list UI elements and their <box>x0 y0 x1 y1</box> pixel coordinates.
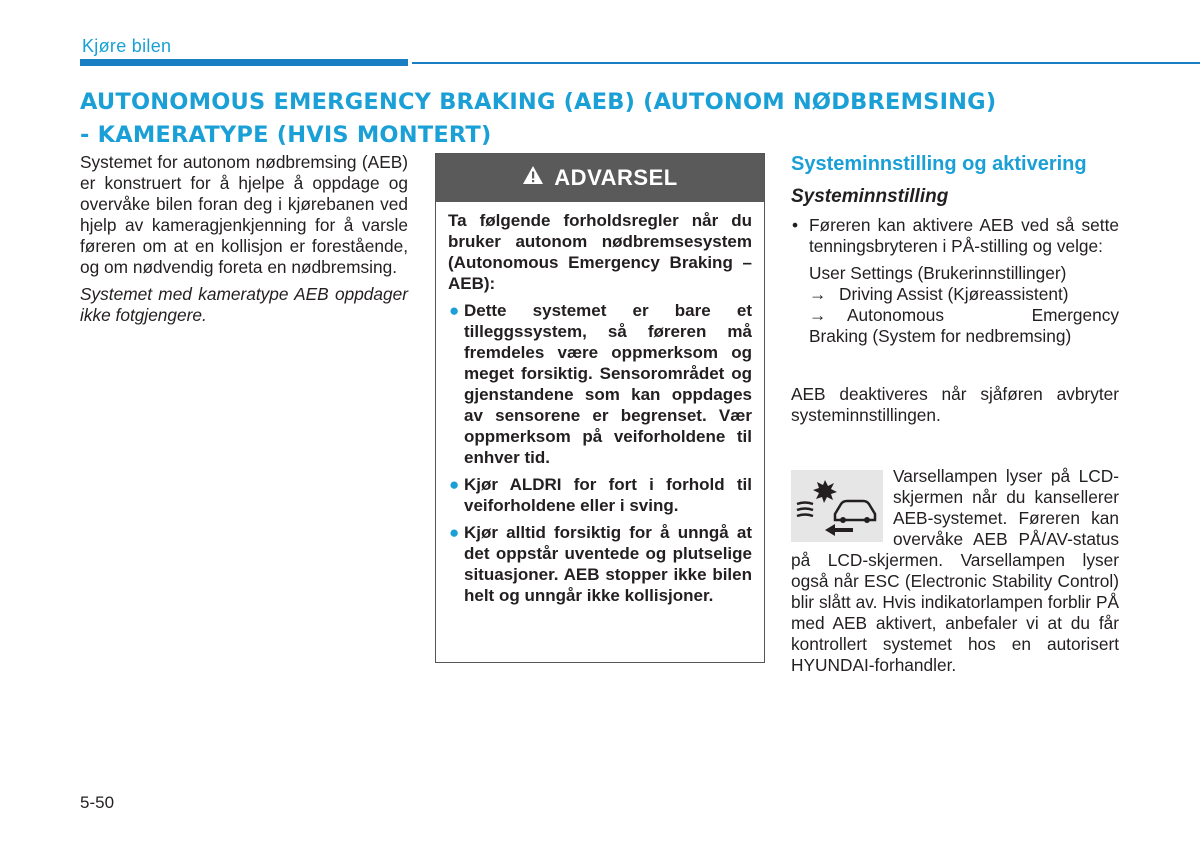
aeb-warning-lamp-icon <box>791 470 883 542</box>
arrow-right-icon: → <box>809 284 827 304</box>
list-item <box>448 474 752 516</box>
menu-path-line-3 <box>809 305 1119 326</box>
warning-triangle-icon <box>522 165 544 191</box>
warning-intro: Ta følgende forholdsregler når du bruker autonom nødbremsesystem (Autonomous Emergency Braking – AEB): <box>448 211 752 293</box>
bullet-icon: ● <box>449 475 460 494</box>
left-column <box>80 152 408 332</box>
list-item <box>791 215 1119 257</box>
warning-item-text: Dette systemet er bare et tilleggssystem, så føreren må fremdeles være oppmerksom og meget forsiktig. Sensorområdet og gjenstandene som kan oppdages av sensorene er begrenset. Vær oppmerksom på veiforholdene til enhver tid. <box>464 301 752 467</box>
menu-path-line-2 <box>809 284 1119 305</box>
menu-path-line-4: Braking (System for nedbremsing) <box>809 326 1072 346</box>
menu-path-line-1: User Settings (Brukerinnstillinger) <box>809 263 1067 283</box>
menu-path <box>791 263 1119 347</box>
page-title <box>80 86 997 152</box>
warning-item-text: Kjør alltid forsiktig for å unngå at det oppstår uventede og plutselige situasjoner. AEB stopper ikke bilen helt og unngår ikke kollisjoner. <box>464 523 752 605</box>
menu-path-item: Autonomous Emergency <box>847 305 1119 325</box>
right-column <box>791 151 1119 676</box>
menu-path-item: Driving Assist (Kjøreassistent) <box>839 284 1069 304</box>
warning-list <box>448 300 752 606</box>
sub-heading: Systeminnstilling <box>791 186 949 207</box>
bullet-icon: ● <box>449 301 460 320</box>
list-item <box>448 300 752 468</box>
header-rule-thick <box>80 59 408 66</box>
title-line-1: AUTONOMOUS EMERGENCY BRAKING (AEB) (AUTONOM NØDBREMSING) <box>80 89 997 115</box>
header-rule-thin <box>412 62 1200 64</box>
warning-box <box>435 153 765 663</box>
pedestrian-note: Systemet med kameratype AEB oppdager ikke fotgjengere. <box>80 284 408 325</box>
page-number: 5-50 <box>80 793 115 812</box>
bullet-icon: ● <box>449 523 460 542</box>
warning-body <box>436 202 764 606</box>
section-header: Kjøre bilen <box>82 36 172 56</box>
bullet-icon: • <box>792 215 799 235</box>
deactivation-paragraph: AEB deaktiveres når sjåføren avbryter systeminnstillingen. <box>791 384 1119 425</box>
warning-lamp-section <box>791 466 1119 676</box>
warning-item-text: Kjør ALDRI for fort i forhold til veiforholdene eller i sving. <box>464 475 752 515</box>
warning-header <box>436 154 764 202</box>
warning-heading: ADVARSEL <box>554 165 678 190</box>
section-heading: Systeminnstilling og aktivering <box>791 153 1087 175</box>
activation-text: Føreren kan aktivere AEB ved så sette tenningsbryteren i PÅ-stilling og velge: <box>809 215 1119 256</box>
arrow-right-icon: → <box>809 305 827 325</box>
list-item <box>448 522 752 606</box>
warning-lamp-text: Varsellampen lyser på LCD-skjermen når du kansellerer AEB-systemet. Føreren kan overvåke AEB PÅ/AV-status på LCD-skjermen. Varsellampen lyser også når ESC (Electronic Stability Control) blir slått av. Hvis indikatorlampen forblir PÅ med AEB aktivert, anbefaler vi at du får kontrollert systemet hos en autorisert HYUNDAI-forhandler. <box>791 466 1119 675</box>
intro-paragraph: Systemet for autonom nødbremsing (AEB) er konstruert for å hjelpe å oppdage og overvåke bilen foran deg i kjørebanen ved hjelp av kameragjenkjenning for å varsle føreren om at en kollisjon er forestående, og om nødvendig foreta en nødbremsing. <box>80 152 408 277</box>
title-line-2: - KAMERATYPE (HVIS MONTERT) <box>80 122 492 148</box>
